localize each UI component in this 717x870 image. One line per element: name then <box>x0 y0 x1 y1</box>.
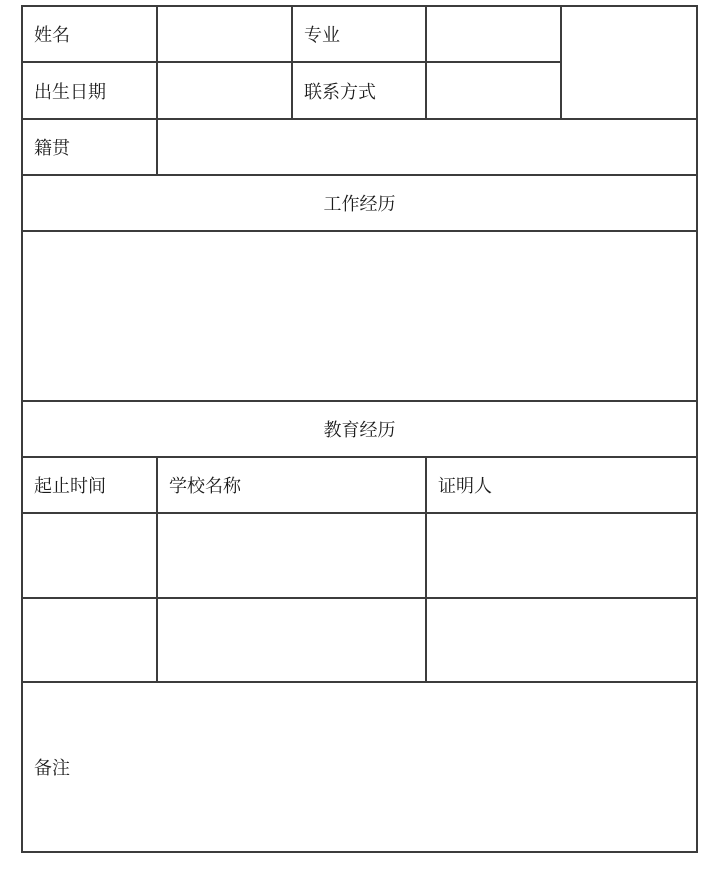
row-remarks <box>22 682 697 852</box>
education-school-field[interactable] <box>157 598 426 682</box>
education-header-referee: 证明人 <box>426 457 697 513</box>
contact-field[interactable] <box>426 62 561 119</box>
work-experience-field[interactable] <box>22 231 697 401</box>
remarks-cell[interactable] <box>22 682 697 852</box>
name-label: 姓名 <box>22 6 157 62</box>
education-row <box>22 598 697 682</box>
name-field[interactable] <box>157 6 292 62</box>
contact-label: 联系方式 <box>292 62 426 119</box>
resume-form-table <box>21 5 698 853</box>
education-referee-field[interactable] <box>426 513 697 598</box>
birth-date-label: 出生日期 <box>22 62 157 119</box>
native-place-label: 籍贯 <box>22 119 157 175</box>
education-header-school: 学校名称 <box>157 457 426 513</box>
row-education-headers <box>22 457 697 513</box>
education-row <box>22 513 697 598</box>
native-place-field[interactable] <box>157 119 697 175</box>
education-period-field[interactable] <box>22 513 157 598</box>
education-period-field[interactable] <box>22 598 157 682</box>
birth-date-field[interactable] <box>157 62 292 119</box>
major-label: 专业 <box>292 6 426 62</box>
row-work-experience-content <box>22 231 697 401</box>
remarks-label: 备注 <box>34 758 70 779</box>
row-education-title <box>22 401 697 457</box>
education-header-period: 起止时间 <box>22 457 157 513</box>
education-referee-field[interactable] <box>426 598 697 682</box>
work-experience-title: 工作经历 <box>22 175 697 231</box>
row-name-major <box>22 6 697 62</box>
major-field[interactable] <box>426 6 561 62</box>
row-work-experience-title <box>22 175 697 231</box>
photo-cell[interactable] <box>561 6 697 119</box>
education-title: 教育经历 <box>22 401 697 457</box>
row-native-place <box>22 119 697 175</box>
education-school-field[interactable] <box>157 513 426 598</box>
